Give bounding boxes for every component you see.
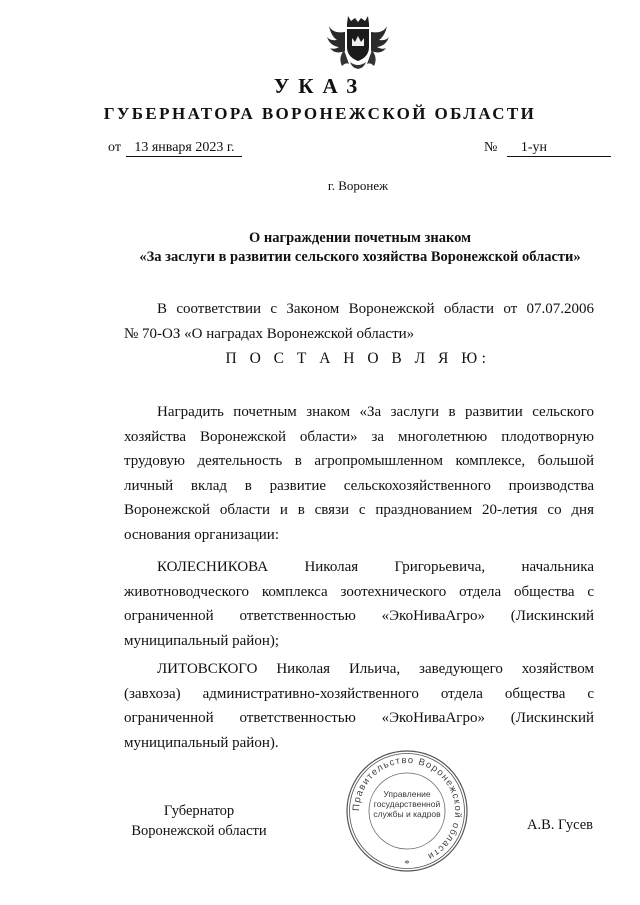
body-line: (завхоза) административно-хозяйственного отдела общества с bbox=[124, 685, 594, 702]
decree-word: П О С Т А Н О В Л Я Ю: bbox=[225, 350, 491, 367]
number-value: 1-ун bbox=[507, 140, 611, 157]
body-line: Наградить почетным знаком «За заслуги в развитии сельского bbox=[157, 404, 594, 420]
decree-heading bbox=[110, 229, 610, 267]
body-line: личный вклад в развитие сельскохозяйственного производства bbox=[124, 477, 594, 494]
body-line: трудовую деятельность в агропромышленном комплексе, большой bbox=[124, 453, 594, 469]
body-line: муниципальный район). bbox=[124, 734, 279, 751]
stamp-line: Управление bbox=[383, 789, 431, 799]
body-line: хозяйства Воронежской области» за многолетнюю плодотворную bbox=[124, 428, 594, 445]
date-value: 13 января 2023 г. bbox=[126, 140, 242, 157]
city: г. Воронеж bbox=[327, 178, 389, 193]
awardee-litovsky bbox=[124, 657, 594, 755]
stamp-star: * bbox=[404, 858, 410, 870]
stamp-line: службы и кадров bbox=[373, 809, 441, 819]
body-line: основания организации: bbox=[124, 526, 280, 543]
date-prefix: от bbox=[108, 140, 121, 155]
heading-line: О награждении почетным знаком bbox=[249, 230, 471, 246]
stamp-ring-text: Правительство Воронежской области bbox=[350, 754, 464, 863]
body-line: животноводческого комплекса зоотехнического отдела общества с bbox=[124, 583, 594, 600]
date-line bbox=[108, 140, 242, 157]
document-subtitle: ГУБЕРНАТОРА ВОРОНЕЖСКОЙ ОБЛАСТИ bbox=[103, 104, 537, 123]
position-line: Губернатор bbox=[163, 803, 235, 819]
number-prefix: № bbox=[484, 140, 498, 155]
award-paragraph bbox=[124, 400, 594, 547]
preamble-line: № 70-ОЗ «О наградах Воронежской области» bbox=[124, 325, 415, 342]
heading-line: «За заслуги в развитии сельского хозяйства Воронежской области» bbox=[139, 249, 581, 265]
voronezh-coat-of-arms-icon bbox=[326, 14, 390, 70]
body-line: ограниченной ответственностью «ЭкоНиваАгро» (Лискинский bbox=[124, 608, 594, 624]
body-line: Воронежской области и в связи с празднованием 20-летия со дня bbox=[124, 502, 594, 518]
preamble-line: В соответствии с Законом Воронежской области от 07.07.2006 bbox=[157, 301, 594, 317]
number-line bbox=[484, 140, 611, 157]
document-title: УКАЗ bbox=[273, 74, 367, 98]
body-line: КОЛЕСНИКОВА Николая Григорьевича, начальника bbox=[157, 559, 594, 575]
awardee-kolesnikov bbox=[124, 555, 594, 653]
position-line: Воронежской области bbox=[131, 823, 267, 839]
body-line: ограниченной ответственностью «ЭкоНиваАгро» (Лискинский bbox=[124, 710, 594, 726]
preamble bbox=[124, 297, 594, 346]
body-line: ЛИТОВСКОГО Николая Ильича, заведующего хозяйством bbox=[157, 661, 594, 677]
signatory-name: А.В. Гусев bbox=[527, 817, 593, 833]
signatory-position bbox=[124, 801, 274, 841]
body-line: муниципальный район); bbox=[124, 632, 280, 649]
stamp-line: государственной bbox=[373, 799, 441, 809]
stamp-inner-text bbox=[343, 789, 471, 819]
